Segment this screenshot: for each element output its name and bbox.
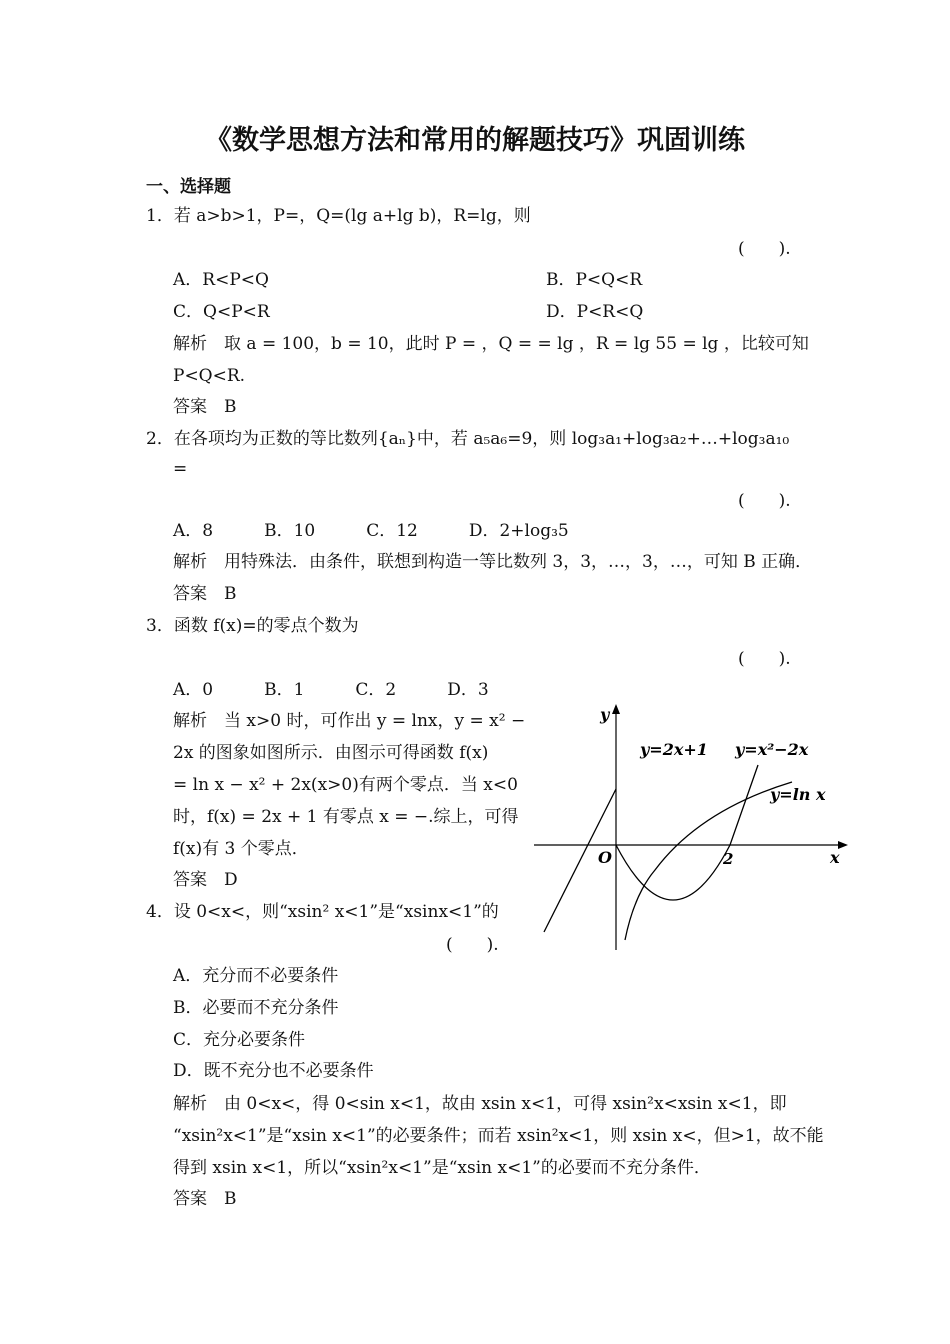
question-1-option-c: C．Q<P<R [173,302,270,322]
question-4-answer: 答案 B [173,1189,237,1209]
question-1-option-d: D．P<R<Q [546,302,644,322]
x-axis-label: x [830,848,840,867]
label-line: y=2x+1 [640,740,708,759]
question-4-analysis: 解析 由 0<x<，得 0<sin x<1，故由 xsin x<1，可得 xsin²x<xsin x<1，即 [173,1094,787,1114]
question-1-stem: 1．若 a>b>1，P=，Q=(lg a+lg b)，R=lg，则 [146,206,531,226]
question-2-stem-cont: = [173,459,188,479]
question-4-option-d: D．既不充分也不必要条件 [173,1061,374,1081]
page-title: 《数学思想方法和常用的解题技巧》巩固训练 [205,125,745,156]
parabola-curve [616,765,758,900]
question-3-analysis-3: = ln x − x² + 2x(x>0)有两个零点．当 x<0 [173,775,518,795]
question-2-options: A．8 B．10 C．12 D．2+log₃5 [173,521,569,541]
question-1-answer: 答案 B [173,397,237,417]
y-axis-arrow [612,704,620,714]
ln-curve [625,782,792,940]
origin-label: O [598,848,612,867]
question-4-option-c: C．充分必要条件 [173,1030,306,1050]
label-ln: y=ln x [770,785,826,804]
question-3-answer: 答案 D [173,870,238,890]
question-2-paren: ( ). [738,491,791,511]
question-4-stem: 4．设 0<x<，则“xsin² x<1”是“xsinx<1”的 [146,902,499,922]
question-3-paren: ( ). [738,649,791,669]
question-1-analysis-cont: P<Q<R. [173,366,246,386]
label-parabola: y=x²−2x [735,740,809,759]
question-1-option-b: B．P<Q<R [546,270,643,290]
question-4-option-b: B．必要而不充分条件 [173,998,339,1018]
question-3-stem: 3．函数 f(x)=的零点个数为 [146,616,359,636]
question-3-options: A．0 B．1 C．2 D．3 [173,680,489,700]
question-2-analysis: 解析 用特殊法．由条件，联想到构造一等比数列 3，3，…，3，…，可知 B 正确． [173,552,813,572]
tick-2-label: 2 [723,850,734,868]
question-4-option-a: A．充分而不必要条件 [173,966,339,986]
question-1-analysis: 解析 取 a = 100，b = 10，此时 P = ，Q = = lg ，R = lg 55 = lg ，比较可知 [173,334,809,354]
question-2-answer: 答案 B [173,584,237,604]
question-4-paren: ( ). [446,935,499,955]
question-1-option-a: A．R<P<Q [173,270,269,290]
question-3-analysis-2: 2x 的图象如图所示．由图示可得函数 f(x) [173,743,489,763]
y-axis-label: y [600,705,610,724]
question-3-analysis: 解析 当 x>0 时，可作出 y = lnx，y = x² − [173,711,526,731]
question-4-analysis-3: 得到 xsin x<1，所以“xsin²x<1”是“xsin x<1”的必要而不充分条件． [173,1158,711,1178]
question-4-analysis-2: “xsin²x<1”是“xsin x<1”的必要条件；而若 xsin²x<1，则 xsin x<，但>1，故不能 [173,1126,824,1146]
question-1-paren: ( ). [738,239,791,259]
question-3-analysis-4: 时，f(x) = 2x + 1 有零点 x = −.综上，可得 [173,807,519,827]
question-2-stem: 2．在各项均为正数的等比数列{aₙ}中，若 a₅a₆=9，则 log₃a₁+log₃a₂+…+log₃a₁₀ [146,429,790,449]
function-graph [530,700,850,960]
section-heading: 一、选择题 [146,177,231,197]
question-3-analysis-5: f(x)有 3 个零点． [173,839,309,859]
